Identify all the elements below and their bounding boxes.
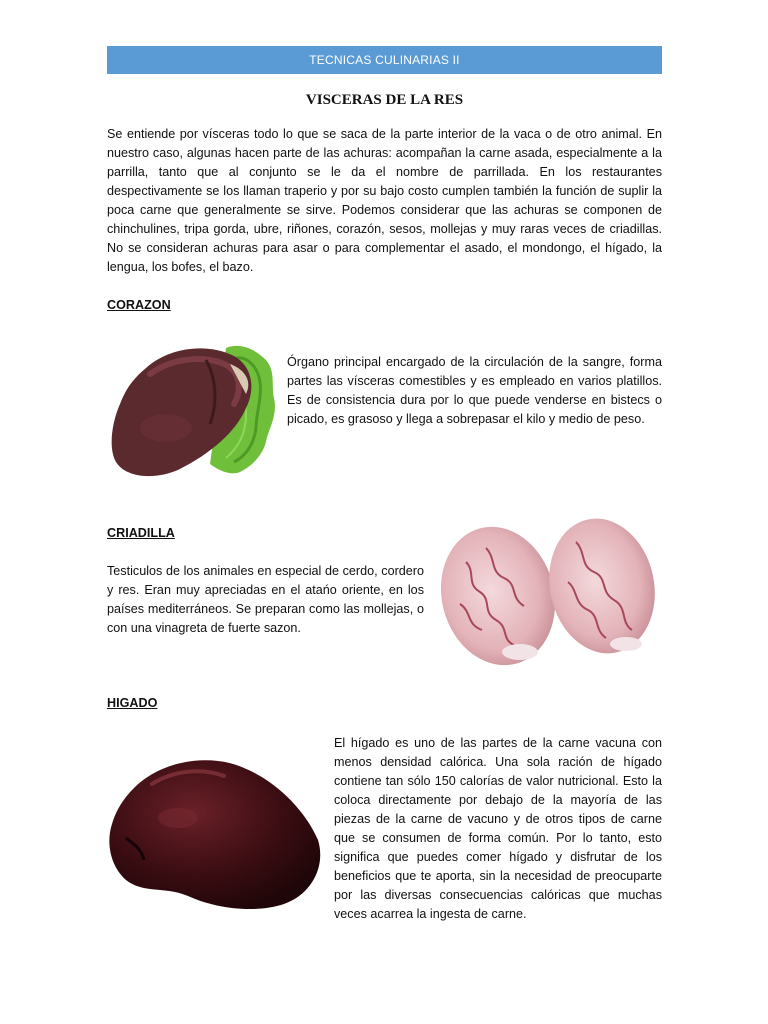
beef-liver-image bbox=[104, 748, 326, 916]
section-heading-higado: HIGADO bbox=[107, 696, 158, 710]
section-heading-criadilla: CRIADILLA bbox=[107, 526, 175, 540]
header-label: TECNICAS CULINARIAS II bbox=[309, 53, 460, 67]
corazon-description: Órgano principal encargado de la circulación de la sangre, forma partes las vísceras comestibles y es empleado en varios platillos. Es de consistencia dura por lo que puede venderse en bistecs o picado, es grasoso y llega a sobrepasar el kilo y medio de peso. bbox=[287, 355, 662, 426]
criadillas-image bbox=[436, 512, 662, 674]
beef-heart-image bbox=[106, 338, 276, 484]
header-banner bbox=[107, 46, 662, 74]
beef-heart-icon bbox=[106, 338, 276, 484]
criadilla-description: Testiculos de los animales en especial de cerdo, cordero y res. Eran muy apreciadas en el atańo oriente, en los países mediterráneos. Se preparan como las mollejas, o con una vinagreta de fuerte sazon. bbox=[107, 564, 424, 635]
section-heading-corazon: CORAZON bbox=[107, 298, 171, 312]
page-title: VISCERAS DE LA RES bbox=[305, 92, 464, 108]
intro-paragraph: Se entiende por vísceras todo lo que se saca de la parte interior de la vaca o de otro animal. En nuestro caso, algunas hacen parte de las achuras: acompañan la carne asada, especialmente a la parrilla, tanto que al conjunto se le da el nombre de parrillada. En los restaurantes despectivamente se los llaman traperio y por su bajo costo cumplen también la función de suplir la poca carne que generalmente se sirve. Podemos considerar que las achuras se componen de chinchulines, tripa gorda, ubre, riñones, corazón, sesos, mollejas y muy raras veces de criadillas. No se consideran achuras para asar o para complementar el asado, el mondongo, el hígado, la lengua, los bofes, el bazo. bbox=[107, 127, 662, 274]
criadillas-icon bbox=[436, 512, 662, 674]
beef-liver-icon bbox=[104, 748, 326, 916]
higado-description: El hígado es uno de las partes de la carne vacuna con menos densidad calórica. Una sola ración de hígado contiene tan sólo 150 calorías de valor nutricional. Esto la coloca directamente por debajo de la mayoría de las piezas de la carne de vacuno y de otros tipos de carne que se consumen de forma común. Por lo tanto, esto significa que puedes comer hígado y disfrutar de los beneficios que te aporta, sin la necesidad de preocuparte por las diversas consecuencias calóricas que muchas veces acarrea la ingesta de carne. bbox=[334, 736, 662, 921]
